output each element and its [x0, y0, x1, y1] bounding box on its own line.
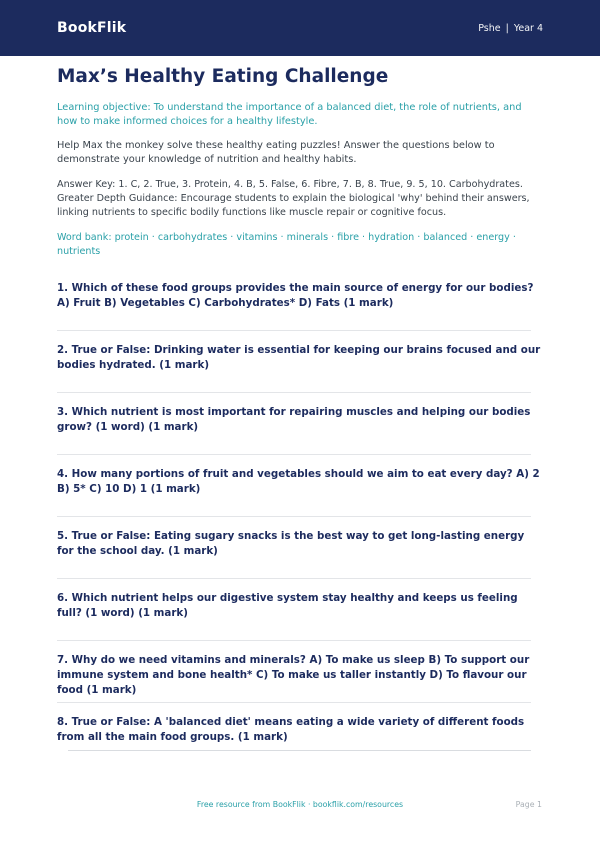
question-text: 4. How many portions of fruit and vegetables should we aim to eat every day? A) 2 B) 5* C) 10 D) 1 (1 mark) — [57, 468, 540, 495]
question-4 — [57, 455, 543, 517]
meta-separator: | — [505, 22, 509, 34]
question-text: 1. Which of these food groups provides the main source of energy for our bodies? A) Fruit B) Vegetables C) Carbohydrates* D) Fats (1 mark) — [57, 282, 534, 309]
subject-label: Pshe — [478, 22, 501, 34]
question-5 — [57, 517, 543, 579]
year-label: Year 4 — [513, 22, 543, 34]
question-text: 5. True or False: Eating sugary snacks is the best way to get long-lasting energy for the school day. (1 mark) — [57, 530, 525, 557]
subject-year — [478, 23, 543, 34]
page-title: Max’s Healthy Eating Challenge — [57, 66, 389, 87]
question-3 — [57, 393, 543, 455]
footer-link[interactable]: Free resource from BookFlik · bookflik.com/resources — [196, 800, 404, 809]
page-header — [0, 0, 600, 56]
page-footer — [0, 800, 600, 814]
learning-objective: Learning objective: To understand the importance of a balanced diet, the role of nutrients, and how to make informed choices for a healthy lifestyle. — [57, 102, 522, 127]
worksheet-content — [57, 64, 543, 765]
question-7 — [57, 641, 543, 703]
question-text: 3. Which nutrient is most important for repairing muscles and helping our bodies grow? (1 word) (1 mark) — [57, 406, 531, 433]
question-text: 2. True or False: Drinking water is essential for keeping our brains focused and our bodies hydrated. (1 mark) — [57, 344, 541, 371]
question-8 — [57, 703, 543, 765]
page-number: Page 1 — [515, 800, 542, 809]
question-2 — [57, 331, 543, 393]
word-bank: Word bank: protein · carbohydrates · vitamins · minerals · fibre · hydration · balanced · energy · nutrients — [57, 232, 516, 257]
brand-logo[interactable]: BookFlik — [57, 20, 127, 36]
answer-line[interactable] — [68, 750, 531, 751]
question-text: 7. Why do we need vitamins and minerals? A) To make us sleep B) To support our immune system and bone health* C) To make us taller instantly D) To flavour our food (1 mark) — [57, 654, 530, 696]
question-list — [57, 269, 543, 765]
question-6 — [57, 579, 543, 641]
question-text: 8. True or False: A 'balanced diet' means eating a wide variety of different foods from all the main food groups. (1 mark) — [57, 716, 525, 743]
intro-text: Help Max the monkey solve these healthy eating puzzles! Answer the questions below to demonstrate your knowledge of nutrition and healthy habits. — [57, 140, 495, 165]
answer-key: Answer Key: 1. C, 2. True, 3. Protein, 4. B, 5. False, 6. Fibre, 7. B, 8. True, 9. 5, 10. Carbohydrates. Greater Depth Guidance: Encourage students to explain the biological 'why' behind their answers, linking nutrients to specific bodily functions like muscle repair or cognitive focus. — [57, 179, 530, 218]
question-text: 6. Which nutrient helps our digestive system stay healthy and keeps us feeling full? (1 word) (1 mark) — [57, 592, 518, 619]
question-1 — [57, 269, 543, 331]
